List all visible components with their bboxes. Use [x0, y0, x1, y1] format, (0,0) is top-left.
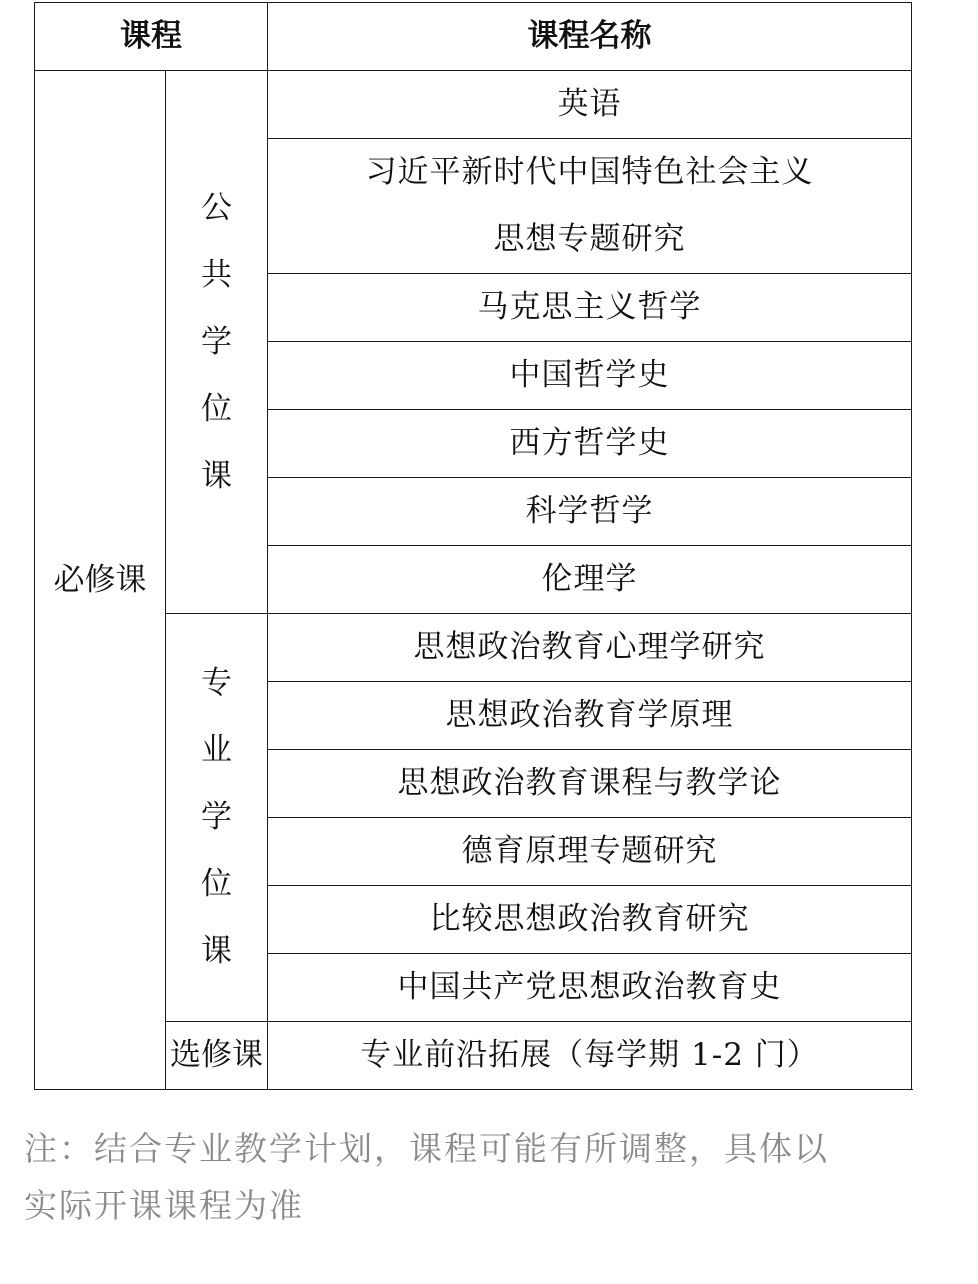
course-cell: 马克思主义哲学: [268, 274, 912, 342]
course-cell: 思想政治教育课程与教学论: [268, 750, 912, 818]
footnote-line-2: 实际开课课程为准: [24, 1186, 304, 1225]
table-row: [35, 614, 912, 682]
public-degree-category: 公 共 学 位 课: [166, 71, 268, 614]
required-category: 必修课: [35, 71, 166, 1090]
course-cell: 比较思想政治教育研究: [268, 886, 912, 954]
table-row: [35, 71, 912, 139]
table-row: [35, 1022, 912, 1090]
course-cell: 英语: [268, 71, 912, 139]
course-cell: 伦理学: [268, 546, 912, 614]
course-cell: 科学哲学: [268, 478, 912, 546]
header-course-name: 课程名称: [268, 3, 912, 71]
course-cell: 思想政治教育心理学研究: [268, 614, 912, 682]
header-course: 课程: [35, 3, 268, 71]
table-header-row: [35, 3, 912, 71]
course-cell: 德育原理专题研究: [268, 818, 912, 886]
elective-category: 选修课: [166, 1022, 268, 1090]
major-degree-category: 专 业 学 位 课: [166, 614, 268, 1022]
footnote: [24, 1120, 954, 1234]
course-table: [34, 2, 912, 1090]
elective-course-cell: 专业前沿拓展（每学期 1-2 门）: [268, 1022, 912, 1090]
course-cell: 西方哲学史: [268, 410, 912, 478]
course-cell: 中国哲学史: [268, 342, 912, 410]
course-cell: 思想政治教育学原理: [268, 682, 912, 750]
course-cell: 中国共产党思想政治教育史: [268, 954, 912, 1022]
footnote-line-1: 注：结合专业教学计划，课程可能有所调整，具体以: [24, 1129, 829, 1168]
course-cell: 习近平新时代中国特色社会主义 思想专题研究: [268, 139, 912, 274]
